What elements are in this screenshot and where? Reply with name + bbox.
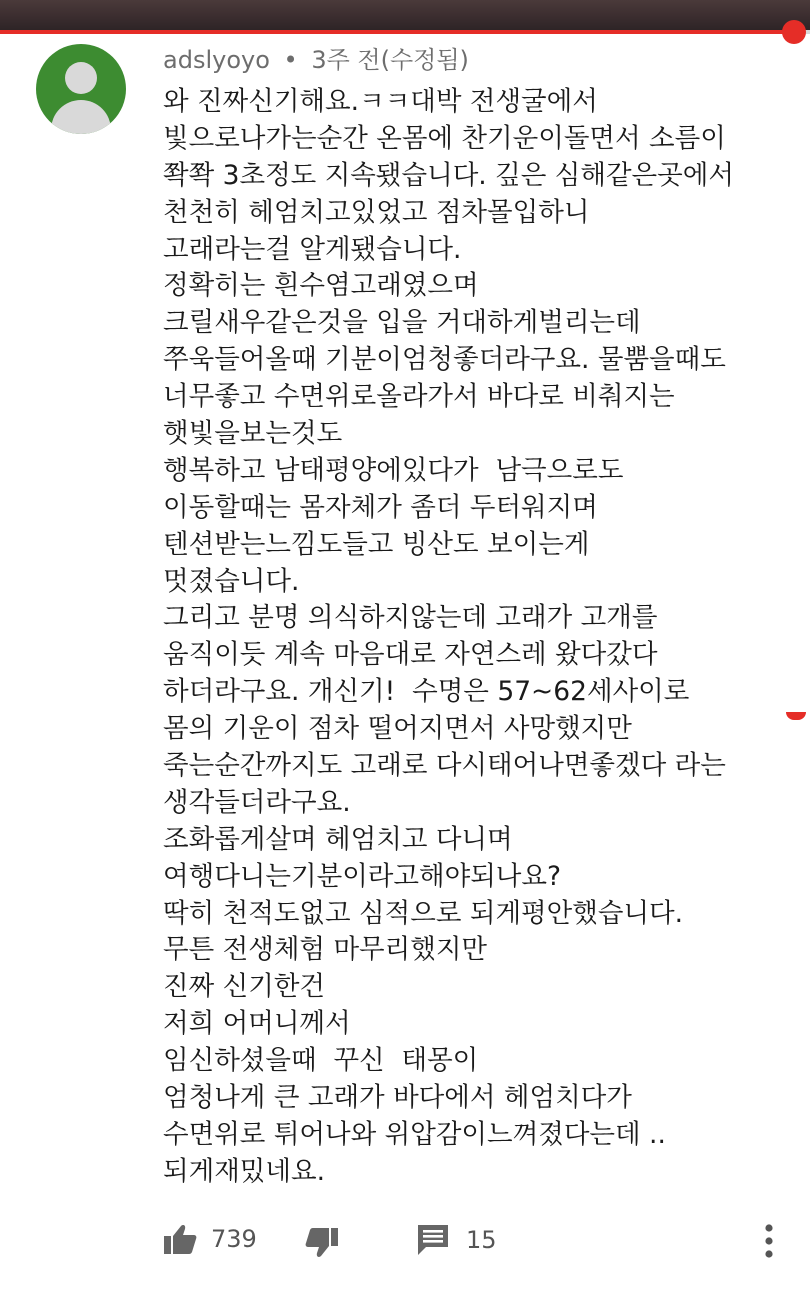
comment-line: 천천히 헤엄치고있었고 점차몰입하니 (163, 196, 590, 228)
comment-timestamp: 3주 전(수정됨) (311, 46, 469, 74)
comment-line: 너무좋고 수면위로올라가서 바다로 비춰지는 (163, 381, 675, 413)
video-progress-fill (0, 30, 794, 34)
thumbs-up-icon (163, 1223, 197, 1255)
reply-count: 15 (466, 1226, 497, 1254)
like-count: 739 (211, 1225, 257, 1253)
comment-line: 임신하셨을때 꾸신 태몽이 (163, 1045, 479, 1077)
comment-header (163, 44, 469, 76)
comment-line: 하더라구요. 개신기! 수명은 57~62세사이로 (163, 676, 690, 708)
comment-line: 저희 어머니께서 (163, 1008, 351, 1040)
comment-line: 그리고 분명 의식하지않는데 고래가 고개를 (163, 602, 658, 634)
comment-line: 무튼 전생체험 마무리했지만 (163, 934, 488, 966)
comment-line: 크릴새우같은것을 입을 거대하게벌리는데 (163, 307, 641, 339)
comment-line: 쭈욱들어올때 기분이엄청좋더라구요. 물뿜을때도 (163, 344, 726, 376)
dislike-button[interactable] (305, 1227, 339, 1259)
comment-line: 여행다니는기분이라고해야되나요? (163, 860, 562, 892)
comment-line: 딱히 천적도없고 심적으로 되게평안했습니다. (163, 897, 684, 929)
comment-actions (0, 1215, 810, 1267)
comment-menu-button[interactable] (762, 1223, 776, 1259)
video-progress-bar[interactable] (0, 30, 810, 34)
comment-line: 텐션받는느낌도들고 빙산도 보이는게 (163, 528, 590, 560)
comment-line: 조화롭게살며 헤엄치고 다니며 (163, 823, 513, 855)
comment-line: 행복하고 남태평양에있다가 남극으로도 (163, 454, 624, 486)
reply-button[interactable] (418, 1225, 497, 1255)
overlay-edge-marker (786, 712, 806, 720)
comment-line: 이동할때는 몸자체가 좀더 두터워지며 (163, 491, 598, 523)
comment-line: 멋졌습니다. (163, 565, 300, 597)
comment-line: 진짜 신기한건 (163, 971, 326, 1003)
like-button[interactable] (163, 1223, 257, 1255)
comment-line: 되게재밌네요. (163, 1155, 326, 1187)
avatar[interactable] (36, 44, 126, 134)
comment-line: 정확히는 흰수염고래였으며 (163, 270, 479, 302)
comment-line: 쫙쫙 3초정도 지속됐습니다. 깊은 심해같은곳에서 (163, 159, 734, 191)
video-progress-scrubber[interactable] (782, 20, 806, 44)
comment-line: 고래라는걸 알게됐습니다. (163, 233, 462, 265)
header-separator: • (283, 46, 298, 74)
avatar-person-body (51, 100, 111, 134)
more-vertical-icon (762, 1223, 776, 1259)
comment-line: 움직이듯 계속 마음대로 자연스레 왔다갔다 (163, 639, 658, 671)
thumbs-down-icon (305, 1227, 339, 1259)
comment-line: 몸의 기운이 점차 떨어지면서 사망했지만 (163, 713, 632, 745)
comment-line: 죽는순간까지도 고래로 다시태어나면좋겠다 라는 (163, 750, 726, 782)
comment-line: 햇빛을보는것도 (163, 418, 343, 450)
comment-text (163, 84, 803, 1191)
comment-line: 엄청나게 큰 고래가 바다에서 헤엄치다가 (163, 1082, 632, 1114)
video-player-bottom[interactable] (0, 0, 810, 30)
comment-line: 와 진짜신기해요.ㅋㅋ대박 전생굴에서 (163, 86, 598, 117)
avatar-person-head (65, 62, 97, 94)
comment-icon (418, 1225, 448, 1255)
comment-line: 빛으로나가는순간 온몸에 찬기운이돌면서 소름이 (163, 122, 726, 154)
comment-line: 수면위로 튀어나와 위압감이느껴졌다는데 .. (163, 1118, 666, 1150)
comment-line: 생각들더라구요. (163, 786, 351, 818)
comment-author[interactable]: adslyoyo (163, 46, 270, 74)
